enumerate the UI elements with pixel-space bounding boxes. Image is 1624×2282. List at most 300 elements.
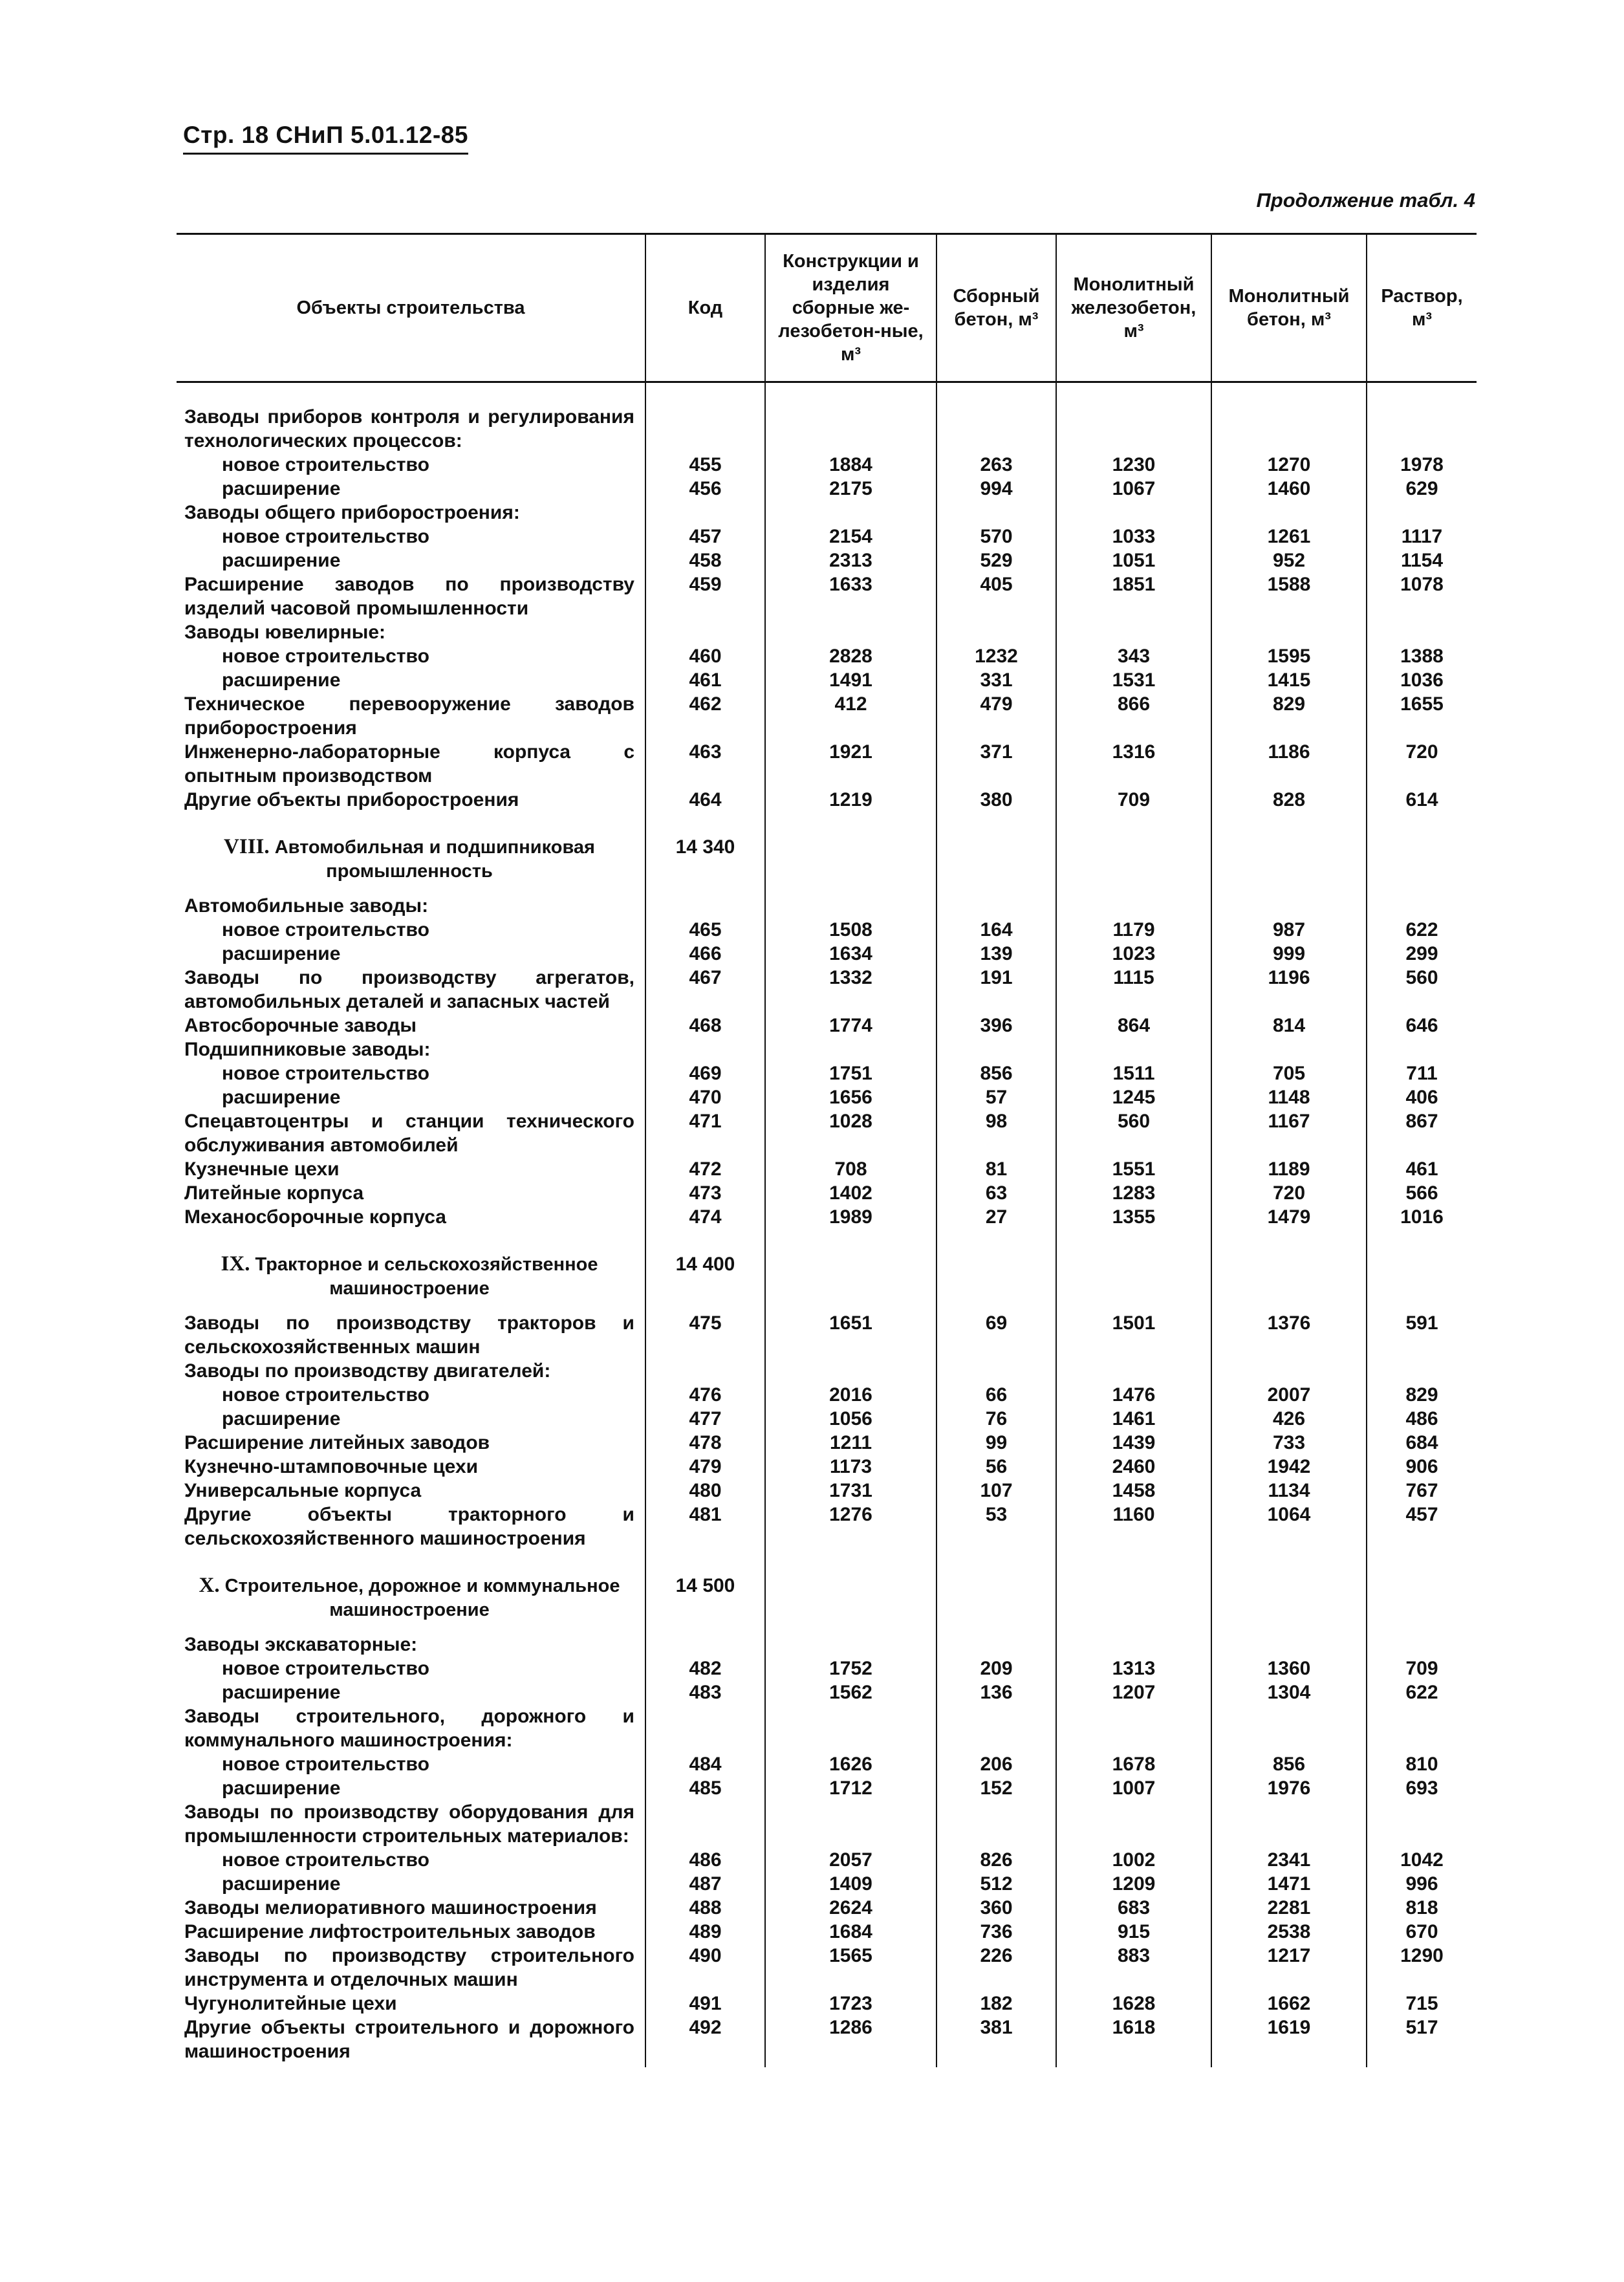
empty-cell xyxy=(1367,1550,1477,1633)
precast-rc-cell: 1684 xyxy=(765,1920,937,1944)
monolithic-concrete-cell: 814 xyxy=(1211,1014,1367,1038)
mortar-cell: 767 xyxy=(1367,1479,1477,1503)
monolithic-rc-cell: 1551 xyxy=(1056,1157,1211,1181)
mortar-cell: 996 xyxy=(1367,1872,1477,1896)
mortar-cell xyxy=(1367,382,1477,453)
monolithic-concrete-cell: 1415 xyxy=(1211,668,1367,692)
precast-rc-cell: 1286 xyxy=(765,2016,937,2067)
precast-concrete-cell: 570 xyxy=(937,525,1056,549)
table-row xyxy=(177,788,1477,812)
precast-concrete-cell xyxy=(937,1800,1056,1848)
table-header-row xyxy=(177,234,1477,382)
empty-cell xyxy=(1367,1229,1477,1311)
object-name-cell: расширение xyxy=(222,943,341,964)
precast-rc-cell xyxy=(765,1704,937,1752)
precast-concrete-cell: 856 xyxy=(937,1061,1056,1085)
monolithic-rc-cell: 1511 xyxy=(1056,1061,1211,1085)
precast-concrete-cell xyxy=(937,894,1056,918)
object-name-cell: Заводы приборов контроля и регулирования технологических процессов: xyxy=(184,406,634,451)
code-cell xyxy=(645,382,765,453)
monolithic-concrete-cell: 1261 xyxy=(1211,525,1367,549)
monolithic-concrete-cell: 952 xyxy=(1211,549,1367,572)
monolithic-concrete-cell: 1360 xyxy=(1211,1657,1367,1680)
precast-concrete-cell: 53 xyxy=(937,1503,1056,1550)
monolithic-concrete-cell: 1304 xyxy=(1211,1680,1367,1704)
monolithic-concrete-cell: 1662 xyxy=(1211,1992,1367,2016)
monolithic-concrete-cell: 1167 xyxy=(1211,1109,1367,1157)
table-row xyxy=(177,1920,1477,1944)
mortar-cell: 1016 xyxy=(1367,1205,1477,1229)
precast-rc-cell xyxy=(765,620,937,644)
mortar-cell xyxy=(1367,1704,1477,1752)
table-row xyxy=(177,740,1477,788)
monolithic-concrete-cell: 1619 xyxy=(1211,2016,1367,2067)
mortar-cell xyxy=(1367,1359,1477,1383)
monolithic-concrete-cell xyxy=(1211,1359,1367,1383)
monolithic-concrete-cell: 1976 xyxy=(1211,1776,1367,1800)
code-cell: 468 xyxy=(645,1014,765,1038)
table-row xyxy=(177,1383,1477,1407)
precast-rc-cell: 2057 xyxy=(765,1848,937,1872)
section-name: Строительное, дорожное и коммунальное машиностроение xyxy=(224,1576,620,1620)
precast-concrete-cell xyxy=(937,1633,1056,1657)
code-cell: 461 xyxy=(645,668,765,692)
object-name-cell: Другие объекты тракторного и сельскохозяйственного машиностроения xyxy=(184,1504,634,1549)
precast-rc-cell: 1028 xyxy=(765,1109,937,1157)
monolithic-concrete-cell: 1460 xyxy=(1211,477,1367,501)
table-row xyxy=(177,2016,1477,2067)
code-cell: 456 xyxy=(645,477,765,501)
empty-cell xyxy=(937,1550,1056,1633)
monolithic-rc-cell: 1461 xyxy=(1056,1407,1211,1431)
precast-rc-cell: 2624 xyxy=(765,1896,937,1920)
precast-concrete-cell: 826 xyxy=(937,1848,1056,1872)
object-name-cell: Расширение литейных заводов xyxy=(184,1432,490,1453)
precast-rc-cell: 1989 xyxy=(765,1205,937,1229)
monolithic-concrete-cell: 1588 xyxy=(1211,572,1367,620)
precast-concrete-cell: 76 xyxy=(937,1407,1056,1431)
monolithic-rc-cell xyxy=(1056,1800,1211,1848)
code-cell: 455 xyxy=(645,453,765,477)
table-row xyxy=(177,1776,1477,1800)
precast-concrete-cell: 381 xyxy=(937,2016,1056,2067)
precast-rc-cell: 1884 xyxy=(765,453,937,477)
precast-concrete-cell: 139 xyxy=(937,942,1056,966)
precast-rc-cell: 1402 xyxy=(765,1181,937,1205)
section-code: 14 400 xyxy=(645,1229,765,1311)
precast-concrete-cell: 360 xyxy=(937,1896,1056,1920)
code-cell: 482 xyxy=(645,1657,765,1680)
object-name-cell: Заводы по производству тракторов и сельскохозяйственных машин xyxy=(184,1312,634,1358)
monolithic-rc-cell: 1209 xyxy=(1056,1872,1211,1896)
precast-rc-cell: 1565 xyxy=(765,1944,937,1992)
mortar-cell: 591 xyxy=(1367,1311,1477,1359)
object-name-cell: Расширение лифтостроительных заводов xyxy=(184,1921,596,1942)
object-name-cell: новое строительство xyxy=(222,1754,429,1775)
mortar-cell: 829 xyxy=(1367,1383,1477,1407)
monolithic-rc-cell: 1067 xyxy=(1056,477,1211,501)
precast-rc-cell: 1626 xyxy=(765,1752,937,1776)
table-row xyxy=(177,644,1477,668)
monolithic-concrete-cell xyxy=(1211,501,1367,525)
monolithic-concrete-cell xyxy=(1211,1633,1367,1657)
precast-rc-cell: 2828 xyxy=(765,644,937,668)
monolithic-rc-cell: 1023 xyxy=(1056,942,1211,966)
table-row xyxy=(177,525,1477,549)
monolithic-rc-cell: 1531 xyxy=(1056,668,1211,692)
monolithic-rc-cell: 883 xyxy=(1056,1944,1211,1992)
object-name-cell: Заводы общего приборостроения: xyxy=(184,502,520,523)
monolithic-concrete-cell: 2341 xyxy=(1211,1848,1367,1872)
precast-rc-cell: 2154 xyxy=(765,525,937,549)
precast-concrete-cell: 380 xyxy=(937,788,1056,812)
page-header: Стр. 18 СНиП 5.01.12-85 xyxy=(183,122,468,155)
table-row xyxy=(177,1109,1477,1157)
code-cell: 457 xyxy=(645,525,765,549)
monolithic-rc-cell: 864 xyxy=(1056,1014,1211,1038)
column-header-mortar: Раствор, м³ xyxy=(1367,234,1477,382)
empty-cell xyxy=(1211,812,1367,894)
code-cell: 471 xyxy=(645,1109,765,1157)
precast-rc-cell: 708 xyxy=(765,1157,937,1181)
monolithic-rc-cell xyxy=(1056,1704,1211,1752)
empty-cell xyxy=(937,812,1056,894)
monolithic-concrete-cell: 1270 xyxy=(1211,453,1367,477)
precast-concrete-cell: 736 xyxy=(937,1920,1056,1944)
code-cell: 467 xyxy=(645,966,765,1014)
object-name-cell: Заводы экскаваторные: xyxy=(184,1634,418,1655)
object-name-cell: новое строительство xyxy=(222,1658,429,1679)
precast-concrete-cell xyxy=(937,382,1056,453)
section-heading-row xyxy=(177,812,1477,894)
precast-rc-cell: 1921 xyxy=(765,740,937,788)
precast-rc-cell: 1491 xyxy=(765,668,937,692)
precast-concrete-cell xyxy=(937,501,1056,525)
code-cell: 459 xyxy=(645,572,765,620)
code-cell xyxy=(645,620,765,644)
code-cell: 463 xyxy=(645,740,765,788)
precast-rc-cell: 1409 xyxy=(765,1872,937,1896)
monolithic-concrete-cell: 999 xyxy=(1211,942,1367,966)
object-name-cell: Инженерно-лабораторные корпуса с опытным производством xyxy=(184,741,634,787)
code-cell: 464 xyxy=(645,788,765,812)
precast-concrete-cell: 63 xyxy=(937,1181,1056,1205)
monolithic-concrete-cell xyxy=(1211,894,1367,918)
code-cell: 489 xyxy=(645,1920,765,1944)
table-row xyxy=(177,1311,1477,1359)
code-cell: 462 xyxy=(645,692,765,740)
object-name-cell: расширение xyxy=(222,669,341,691)
object-name-cell: Универсальные корпуса xyxy=(184,1480,422,1501)
precast-rc-cell: 1656 xyxy=(765,1085,937,1109)
object-name-cell: Автосборочные заводы xyxy=(184,1015,417,1036)
mortar-cell: 566 xyxy=(1367,1181,1477,1205)
object-name-cell: новое строительство xyxy=(222,526,429,547)
mortar-cell xyxy=(1367,894,1477,918)
object-name-cell: расширение xyxy=(222,478,341,499)
monolithic-concrete-cell: 1186 xyxy=(1211,740,1367,788)
monolithic-rc-cell: 343 xyxy=(1056,644,1211,668)
object-name-cell: Заводы по производству оборудования для промышленности строительных материалов: xyxy=(184,1801,634,1847)
monolithic-rc-cell: 1002 xyxy=(1056,1848,1211,1872)
table-row xyxy=(177,918,1477,942)
precast-concrete-cell: 164 xyxy=(937,918,1056,942)
column-header-monolithic-concrete: Монолитный бетон, м³ xyxy=(1211,234,1367,382)
monolithic-concrete-cell: 856 xyxy=(1211,1752,1367,1776)
precast-concrete-cell: 1232 xyxy=(937,644,1056,668)
monolithic-rc-cell: 1851 xyxy=(1056,572,1211,620)
table-row xyxy=(177,1359,1477,1383)
monolithic-rc-cell: 915 xyxy=(1056,1920,1211,1944)
mortar-cell: 1154 xyxy=(1367,549,1477,572)
mortar-cell: 646 xyxy=(1367,1014,1477,1038)
code-cell: 460 xyxy=(645,644,765,668)
mortar-cell: 629 xyxy=(1367,477,1477,501)
precast-concrete-cell: 206 xyxy=(937,1752,1056,1776)
object-name-cell: Заводы строительного, дорожного и коммунального машиностроения: xyxy=(184,1706,634,1751)
table-row xyxy=(177,894,1477,918)
code-cell: 477 xyxy=(645,1407,765,1431)
monolithic-concrete-cell: 1471 xyxy=(1211,1872,1367,1896)
section-code: 14 500 xyxy=(645,1550,765,1633)
precast-rc-cell: 2313 xyxy=(765,549,937,572)
mortar-cell: 517 xyxy=(1367,2016,1477,2067)
mortar-cell: 720 xyxy=(1367,740,1477,788)
monolithic-rc-cell: 866 xyxy=(1056,692,1211,740)
table-row xyxy=(177,1872,1477,1896)
section-heading-row xyxy=(177,1550,1477,1633)
object-name-cell: Механосборочные корпуса xyxy=(184,1206,446,1228)
mortar-cell: 1036 xyxy=(1367,668,1477,692)
monolithic-concrete-cell: 1134 xyxy=(1211,1479,1367,1503)
monolithic-rc-cell xyxy=(1056,620,1211,644)
monolithic-rc-cell: 1439 xyxy=(1056,1431,1211,1455)
mortar-cell: 560 xyxy=(1367,966,1477,1014)
precast-concrete-cell: 27 xyxy=(937,1205,1056,1229)
object-name-cell: Заводы по производству агрегатов, автомобильных деталей и запасных частей xyxy=(184,967,634,1012)
mortar-cell: 299 xyxy=(1367,942,1477,966)
table-row xyxy=(177,692,1477,740)
precast-rc-cell: 1562 xyxy=(765,1680,937,1704)
monolithic-concrete-cell: 2538 xyxy=(1211,1920,1367,1944)
code-cell: 466 xyxy=(645,942,765,966)
mortar-cell: 1042 xyxy=(1367,1848,1477,1872)
table-row xyxy=(177,1479,1477,1503)
object-name-cell: Заводы мелиоративного машиностроения xyxy=(184,1897,597,1918)
monolithic-concrete-cell: 1595 xyxy=(1211,644,1367,668)
precast-rc-cell: 1731 xyxy=(765,1479,937,1503)
precast-rc-cell: 1634 xyxy=(765,942,937,966)
mortar-cell: 622 xyxy=(1367,1680,1477,1704)
precast-rc-cell: 1633 xyxy=(765,572,937,620)
empty-cell xyxy=(1056,1550,1211,1633)
table-row xyxy=(177,1061,1477,1085)
object-name-cell: расширение xyxy=(222,1682,341,1703)
object-name-cell: расширение xyxy=(222,1777,341,1799)
object-name-cell: Заводы ювелирные: xyxy=(184,622,386,643)
code-cell xyxy=(645,1800,765,1848)
table-row xyxy=(177,1680,1477,1704)
monolithic-rc-cell: 1051 xyxy=(1056,549,1211,572)
precast-rc-cell xyxy=(765,1633,937,1657)
table-row xyxy=(177,1503,1477,1550)
monolithic-rc-cell: 1501 xyxy=(1056,1311,1211,1359)
monolithic-rc-cell xyxy=(1056,1633,1211,1657)
monolithic-rc-cell xyxy=(1056,382,1211,453)
mortar-cell: 622 xyxy=(1367,918,1477,942)
code-cell: 474 xyxy=(645,1205,765,1229)
monolithic-rc-cell: 1283 xyxy=(1056,1181,1211,1205)
monolithic-concrete-cell xyxy=(1211,1704,1367,1752)
table-row xyxy=(177,620,1477,644)
monolithic-rc-cell: 1355 xyxy=(1056,1205,1211,1229)
table-row xyxy=(177,453,1477,477)
mortar-cell: 1388 xyxy=(1367,644,1477,668)
object-name-cell: Заводы по производству строительного инструмента и отделочных машин xyxy=(184,1945,634,1990)
precast-concrete-cell: 152 xyxy=(937,1776,1056,1800)
precast-concrete-cell xyxy=(937,1038,1056,1061)
monolithic-concrete-cell xyxy=(1211,620,1367,644)
precast-concrete-cell: 81 xyxy=(937,1157,1056,1181)
precast-concrete-cell: 209 xyxy=(937,1657,1056,1680)
mortar-cell: 461 xyxy=(1367,1157,1477,1181)
precast-rc-cell: 1774 xyxy=(765,1014,937,1038)
table-row xyxy=(177,1181,1477,1205)
monolithic-rc-cell: 1179 xyxy=(1056,918,1211,942)
table-continuation-note: Продолжение табл. 4 xyxy=(1256,189,1475,212)
monolithic-rc-cell: 1230 xyxy=(1056,453,1211,477)
code-cell: 465 xyxy=(645,918,765,942)
precast-concrete-cell: 529 xyxy=(937,549,1056,572)
code-cell: 476 xyxy=(645,1383,765,1407)
object-name-cell: Чугунолитейные цехи xyxy=(184,1993,397,2014)
column-header-precast-concrete: Сборный бетон, м³ xyxy=(937,234,1056,382)
section-title xyxy=(177,1550,645,1633)
table-row xyxy=(177,1455,1477,1479)
section-number: IX. xyxy=(221,1252,250,1276)
monolithic-concrete-cell: 720 xyxy=(1211,1181,1367,1205)
precast-rc-cell: 1056 xyxy=(765,1407,937,1431)
precast-concrete-cell: 994 xyxy=(937,477,1056,501)
code-cell xyxy=(645,1359,765,1383)
code-cell: 491 xyxy=(645,1992,765,2016)
monolithic-rc-cell: 560 xyxy=(1056,1109,1211,1157)
empty-cell xyxy=(937,1229,1056,1311)
table-row xyxy=(177,1014,1477,1038)
precast-concrete-cell xyxy=(937,1359,1056,1383)
mortar-cell: 711 xyxy=(1367,1061,1477,1085)
table-row xyxy=(177,572,1477,620)
precast-concrete-cell: 331 xyxy=(937,668,1056,692)
monolithic-rc-cell: 1115 xyxy=(1056,966,1211,1014)
object-name-cell: Техническое перевооружение заводов приборостроения xyxy=(184,693,634,739)
section-name: Автомобильная и подшипниковая промышленность xyxy=(274,837,595,882)
code-cell: 486 xyxy=(645,1848,765,1872)
precast-concrete-cell: 57 xyxy=(937,1085,1056,1109)
column-header-precast-rc: Конструкции и изделия сборные же-лезобетон-ные, м³ xyxy=(765,234,937,382)
monolithic-rc-cell: 1007 xyxy=(1056,1776,1211,1800)
object-name-cell: новое строительство xyxy=(222,454,429,475)
table-row xyxy=(177,668,1477,692)
precast-rc-cell xyxy=(765,1038,937,1061)
column-header-monolithic-rc: Монолитный железобетон, м³ xyxy=(1056,234,1211,382)
monolithic-rc-cell: 1628 xyxy=(1056,1992,1211,2016)
monolithic-rc-cell xyxy=(1056,1038,1211,1061)
monolithic-concrete-cell: 1148 xyxy=(1211,1085,1367,1109)
precast-concrete-cell: 69 xyxy=(937,1311,1056,1359)
monolithic-rc-cell xyxy=(1056,894,1211,918)
monolithic-concrete-cell: 705 xyxy=(1211,1061,1367,1085)
monolithic-rc-cell: 683 xyxy=(1056,1896,1211,1920)
mortar-cell: 818 xyxy=(1367,1896,1477,1920)
precast-rc-cell xyxy=(765,1800,937,1848)
precast-concrete-cell: 107 xyxy=(937,1479,1056,1503)
precast-rc-cell: 1651 xyxy=(765,1311,937,1359)
code-cell: 483 xyxy=(645,1680,765,1704)
empty-cell xyxy=(1056,812,1211,894)
precast-concrete-cell: 405 xyxy=(937,572,1056,620)
precast-rc-cell: 412 xyxy=(765,692,937,740)
table-body xyxy=(177,382,1477,2068)
monolithic-concrete-cell: 828 xyxy=(1211,788,1367,812)
precast-rc-cell: 1276 xyxy=(765,1503,937,1550)
code-cell: 487 xyxy=(645,1872,765,1896)
code-cell: 478 xyxy=(645,1431,765,1455)
code-cell: 479 xyxy=(645,1455,765,1479)
precast-rc-cell xyxy=(765,501,937,525)
table-row xyxy=(177,1157,1477,1181)
object-name-cell: расширение xyxy=(222,1087,341,1108)
section-heading-row xyxy=(177,1229,1477,1311)
code-cell: 485 xyxy=(645,1776,765,1800)
monolithic-concrete-cell: 1217 xyxy=(1211,1944,1367,1992)
code-cell xyxy=(645,894,765,918)
empty-cell xyxy=(765,1550,937,1633)
precast-concrete-cell: 98 xyxy=(937,1109,1056,1157)
code-cell: 473 xyxy=(645,1181,765,1205)
mortar-cell: 810 xyxy=(1367,1752,1477,1776)
precast-concrete-cell: 479 xyxy=(937,692,1056,740)
object-name-cell: новое строительство xyxy=(222,1384,429,1406)
section-title xyxy=(177,1229,645,1311)
precast-concrete-cell: 512 xyxy=(937,1872,1056,1896)
code-cell: 469 xyxy=(645,1061,765,1085)
code-cell xyxy=(645,1633,765,1657)
mortar-cell: 1078 xyxy=(1367,572,1477,620)
precast-rc-cell: 1332 xyxy=(765,966,937,1014)
precast-rc-cell: 2175 xyxy=(765,477,937,501)
monolithic-concrete-cell: 1942 xyxy=(1211,1455,1367,1479)
code-cell: 490 xyxy=(645,1944,765,1992)
mortar-cell: 715 xyxy=(1367,1992,1477,2016)
monolithic-rc-cell: 1618 xyxy=(1056,2016,1211,2067)
section-number: X. xyxy=(199,1574,220,1597)
object-name-cell: новое строительство xyxy=(222,646,429,667)
monolithic-concrete-cell: 733 xyxy=(1211,1431,1367,1455)
object-name-cell: Автомобильные заводы: xyxy=(184,895,429,917)
precast-concrete-cell xyxy=(937,1704,1056,1752)
table-row xyxy=(177,942,1477,966)
code-cell: 472 xyxy=(645,1157,765,1181)
precast-concrete-cell: 226 xyxy=(937,1944,1056,1992)
object-name-cell: Расширение заводов по производству изделий часовой промышленности xyxy=(184,574,634,619)
precast-concrete-cell: 99 xyxy=(937,1431,1056,1455)
precast-concrete-cell: 56 xyxy=(937,1455,1056,1479)
empty-cell xyxy=(1211,1229,1367,1311)
table-row xyxy=(177,1752,1477,1776)
code-cell: 481 xyxy=(645,1503,765,1550)
table-row xyxy=(177,477,1477,501)
